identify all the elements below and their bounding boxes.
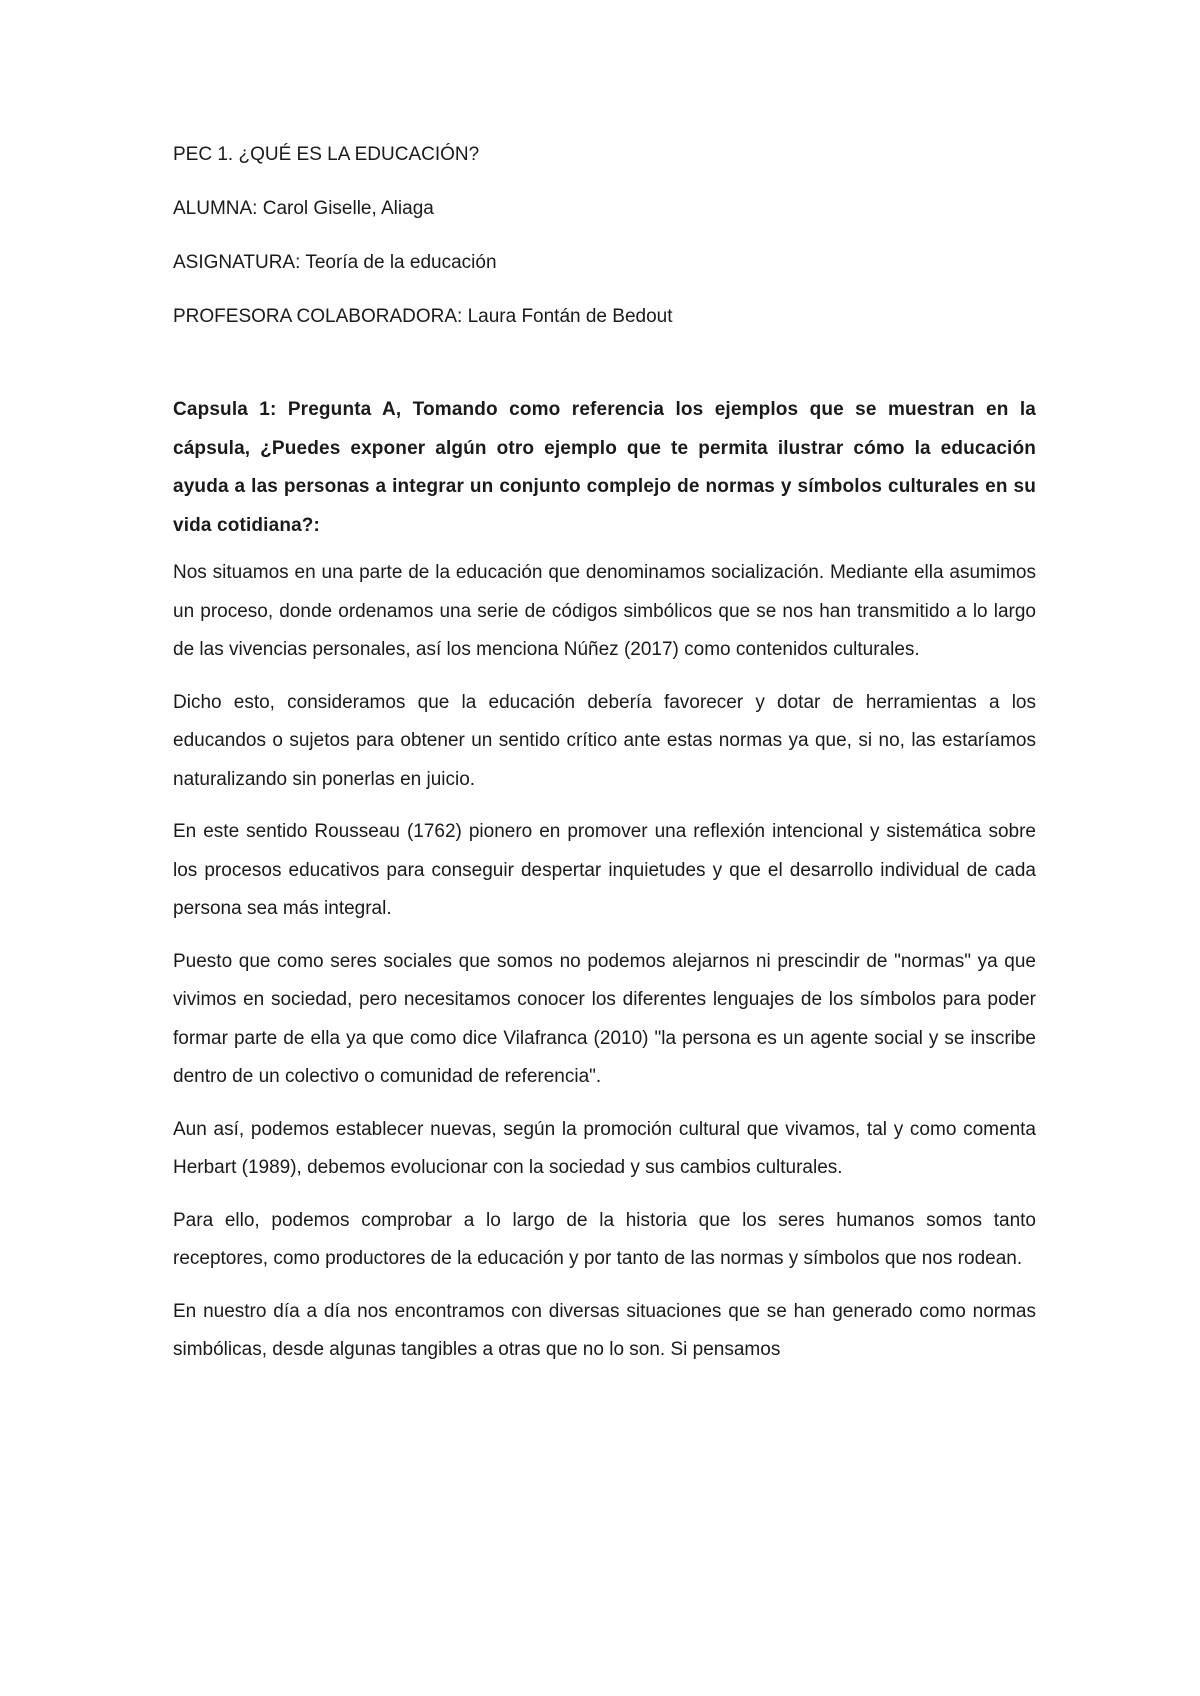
- document-title: PEC 1. ¿QUÉ ES LA EDUCACIÓN?: [173, 144, 480, 165]
- paragraph-4: Puesto que como seres sociales que somos no podemos alejarnos ni prescindir de "normas" ya que vivimos en sociedad, pero necesitamos conocer los diferentes lenguajes de los símbolos para poder formar parte de ella ya que como dice Vilafranca (2010) "la persona es un agente social y se inscribe dentro de un colectivo o comunidad de referencia".: [173, 950, 1036, 1087]
- teacher-line: PROFESORA COLABORADORA: Laura Fontán de Bedout: [173, 306, 673, 327]
- document-body: [173, 143, 1036, 1384]
- subject-line: ASIGNATURA: Teoría de la educación: [173, 252, 497, 273]
- paragraph-7: En nuestro día a día nos encontramos con diversas situaciones que se han generado como normas simbólicas, desde algunas tangibles a otras que no lo son. Si pensamos: [173, 1300, 1036, 1360]
- paragraph-2: Dicho esto, consideramos que la educación debería favorecer y dotar de herramientas a los educandos o sujetos para obtener un sentido crítico ante estas normas ya que, si no, las estaríamos naturalizando sin ponerlas en juicio.: [173, 691, 1036, 790]
- question-heading: Capsula 1: Pregunta A, Tomando como referencia los ejemplos que se muestran en la cápsula, ¿Puedes exponer algún otro ejemplo que te permita ilustrar cómo la educación ayuda a las personas a integrar un conjunto complejo de normas y símbolos culturales en su vida cotidiana?:: [173, 399, 1036, 536]
- student-line: ALUMNA: Carol Giselle, Aliaga: [173, 198, 434, 219]
- paragraph-1: Nos situamos en una parte de la educación que denominamos socialización. Mediante ella asumimos un proceso, donde ordenamos una serie de códigos simbólicos que se nos han transmitido a lo largo de las vivencias personales, así los menciona Núñez (2017) como contenidos culturales.: [173, 562, 1036, 660]
- paragraph-6: Para ello, podemos comprobar a lo largo de la historia que los seres humanos somos tanto receptores, como productores de la educación y por tanto de las normas y símbolos que nos rodean.: [173, 1209, 1036, 1269]
- paragraph-3: En este sentido Rousseau (1762) pionero en promover una reflexión intencional y sistemática sobre los procesos educativos para conseguir despertar inquietudes y que el desarrollo individual de cada persona sea más integral.: [173, 821, 1036, 919]
- paragraph-5: Aun así, podemos establecer nuevas, según la promoción cultural que vivamos, tal y como comenta Herbart (1989), debemos evolucionar con la sociedad y sus cambios culturales.: [173, 1118, 1036, 1178]
